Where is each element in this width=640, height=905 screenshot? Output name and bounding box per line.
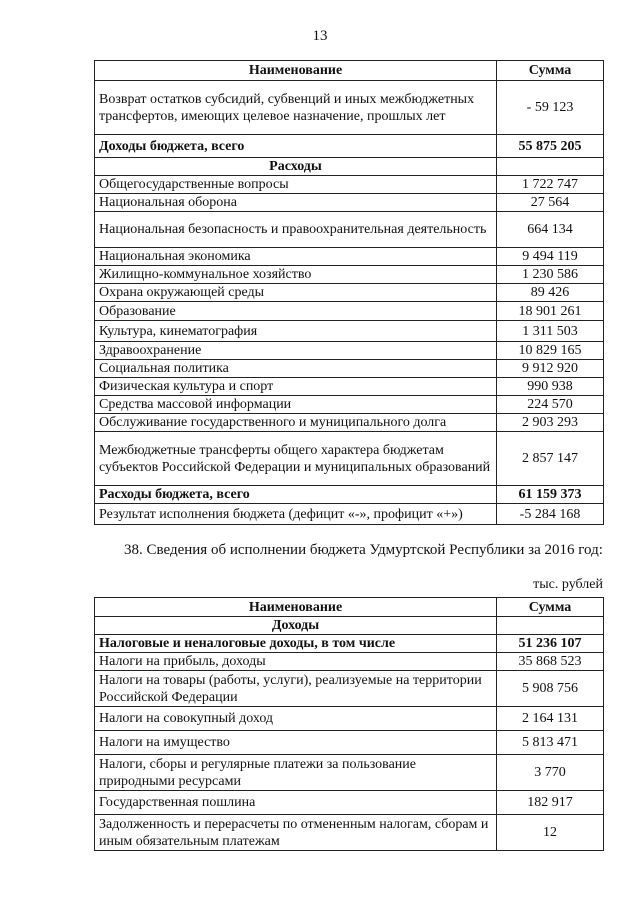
table-row — [95, 432, 604, 486]
table-row — [95, 342, 604, 360]
table-row — [95, 378, 604, 396]
section-heading: Доходы — [95, 617, 497, 635]
row-name: Обслуживание государственного и муниципального долга — [95, 414, 497, 432]
row-sum: 89 426 — [497, 284, 604, 302]
table-row — [95, 617, 604, 635]
row-sum: 2 164 131 — [497, 707, 604, 731]
table-row — [95, 212, 604, 248]
row-name: Расходы бюджета, всего — [95, 486, 497, 504]
table-row — [95, 414, 604, 432]
row-name: Жилищно-коммунальное хозяйство — [95, 266, 497, 284]
row-name: Налоги на совокупный доход — [95, 707, 497, 731]
table-row — [95, 266, 604, 284]
row-name: Образование — [95, 302, 497, 321]
table-row — [95, 791, 604, 815]
page-number: 13 — [312, 28, 328, 44]
row-sum: 35 868 523 — [497, 653, 604, 671]
table-row — [95, 635, 604, 653]
budget-table-2 — [94, 597, 604, 851]
row-sum: 1 230 586 — [497, 266, 604, 284]
row-sum: 3 770 — [497, 755, 604, 791]
row-sum: 5 908 756 — [497, 671, 604, 707]
row-sum: 664 134 — [497, 212, 604, 248]
table-row — [95, 755, 604, 791]
row-name: Национальная безопасность и правоохранительная деятельность — [95, 212, 497, 248]
table-header-row — [95, 598, 604, 617]
header-name: Наименование — [95, 598, 497, 617]
section-paragraph: 38. Сведения об исполнении бюджета Удмуртской Республики за 2016 год: — [124, 542, 603, 558]
units-label: тыс. рублей — [533, 577, 603, 592]
table-row — [95, 158, 604, 176]
row-sum: - 59 123 — [497, 81, 604, 135]
row-sum: 990 938 — [497, 378, 604, 396]
row-sum: 1 311 503 — [497, 321, 604, 342]
row-name: Охрана окружающей среды — [95, 284, 497, 302]
row-sum: -5 284 168 — [497, 504, 604, 525]
row-name: Налоги на товары (работы, услуги), реализуемые на территории Российской Федерации — [95, 671, 497, 707]
header-name: Наименование — [95, 61, 497, 81]
table-row — [95, 248, 604, 266]
row-name: Культура, кинематография — [95, 321, 497, 342]
table-2-body — [95, 617, 604, 851]
budget-table-1 — [94, 60, 604, 525]
table-row — [95, 396, 604, 414]
row-name: Национальная экономика — [95, 248, 497, 266]
row-name: Национальная оборона — [95, 194, 497, 212]
row-sum: 5 813 471 — [497, 731, 604, 755]
row-sum: 182 917 — [497, 791, 604, 815]
row-name: Налоги на имущество — [95, 731, 497, 755]
table-row — [95, 815, 604, 851]
row-sum: 1 722 747 — [497, 176, 604, 194]
header-sum: Сумма — [497, 61, 604, 81]
table-row — [95, 81, 604, 135]
row-sum — [497, 617, 604, 635]
row-sum: 2 857 147 — [497, 432, 604, 486]
row-sum: 9 912 920 — [497, 360, 604, 378]
table-row — [95, 731, 604, 755]
row-name: Здравоохранение — [95, 342, 497, 360]
row-sum: 51 236 107 — [497, 635, 604, 653]
row-sum: 12 — [497, 815, 604, 851]
row-sum — [497, 158, 604, 176]
row-name: Государственная пошлина — [95, 791, 497, 815]
row-sum: 61 159 373 — [497, 486, 604, 504]
table-row — [95, 302, 604, 321]
row-sum: 27 564 — [497, 194, 604, 212]
row-name: Результат исполнения бюджета (дефицит «-», профицит «+») — [95, 504, 497, 525]
row-name: Межбюджетные трансферты общего характера бюджетам субъектов Российской Федерации и муниципальных образований — [95, 432, 497, 486]
row-name: Средства массовой информации — [95, 396, 497, 414]
row-sum: 55 875 205 — [497, 135, 604, 158]
section-heading: Расходы — [95, 158, 497, 176]
row-sum: 9 494 119 — [497, 248, 604, 266]
table-row — [95, 360, 604, 378]
table-row — [95, 707, 604, 731]
row-sum: 10 829 165 — [497, 342, 604, 360]
row-sum: 2 903 293 — [497, 414, 604, 432]
row-name: Общегосударственные вопросы — [95, 176, 497, 194]
table-row — [95, 653, 604, 671]
row-name: Социальная политика — [95, 360, 497, 378]
table-header-row — [95, 61, 604, 81]
table-row — [95, 135, 604, 158]
table-row — [95, 504, 604, 525]
table-row — [95, 486, 604, 504]
table-row — [95, 284, 604, 302]
table-row — [95, 321, 604, 342]
row-name: Доходы бюджета, всего — [95, 135, 497, 158]
row-name: Налоговые и неналоговые доходы, в том числе — [95, 635, 497, 653]
header-sum: Сумма — [497, 598, 604, 617]
table-1-body — [95, 81, 604, 525]
row-name: Возврат остатков субсидий, субвенций и иных межбюджетных трансфертов, имеющих целевое назначение, прошлых лет — [95, 81, 497, 135]
row-name: Физическая культура и спорт — [95, 378, 497, 396]
row-name: Налоги на прибыль, доходы — [95, 653, 497, 671]
row-name: Задолженность и перерасчеты по отмененным налогам, сборам и иным обязательным платежам — [95, 815, 497, 851]
row-name: Налоги, сборы и регулярные платежи за пользование природными ресурсами — [95, 755, 497, 791]
table-row — [95, 194, 604, 212]
row-sum: 18 901 261 — [497, 302, 604, 321]
table-row — [95, 176, 604, 194]
row-sum: 224 570 — [497, 396, 604, 414]
table-row — [95, 671, 604, 707]
